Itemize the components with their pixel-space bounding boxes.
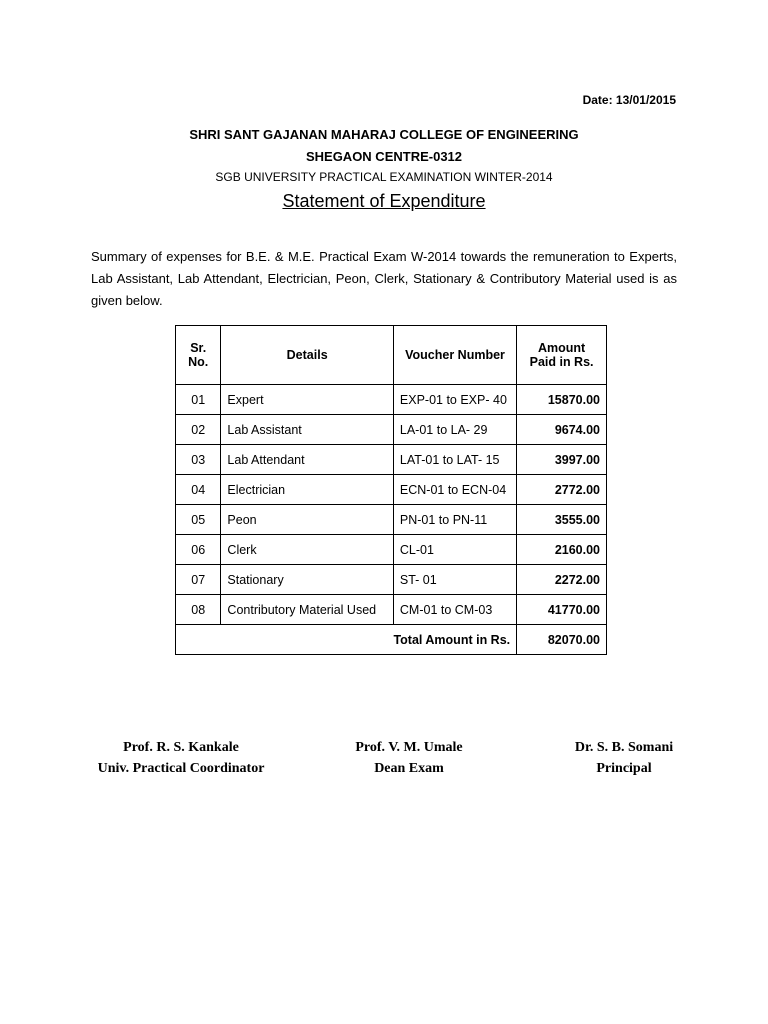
- row-amount: 2160.00: [517, 535, 607, 565]
- header-sr-no: Sr. No.: [176, 326, 221, 385]
- signatory-title: Univ. Practical Coordinator: [97, 761, 265, 776]
- row-details: Lab Attendant: [221, 445, 393, 475]
- row-details: Lab Assistant: [221, 415, 393, 445]
- header-amount-paid: Amount Paid in Rs.: [517, 326, 607, 385]
- row-voucher: ST- 01: [393, 565, 516, 595]
- row-sr: 06: [176, 535, 221, 565]
- centre-name: SHEGAON CENTRE-0312: [305, 149, 463, 164]
- summary-paragraph: Summary of expenses for B.E. & M.E. Practical Exam W-2014 towards the remuneration to Experts, Lab Assistant, Lab Attendant, Electrician, Peon, Clerk, Stationary & Contributory Material used is as given below.: [91, 249, 677, 308]
- signatory-title: Principal: [596, 761, 652, 776]
- row-sr: 08: [176, 595, 221, 625]
- row-amount: 2272.00: [517, 565, 607, 595]
- row-sr: 01: [176, 385, 221, 415]
- row-amount: 9674.00: [517, 415, 607, 445]
- row-voucher: LA-01 to LA- 29: [393, 415, 516, 445]
- table-row: [176, 505, 607, 535]
- row-sr: 04: [176, 475, 221, 505]
- row-details: Electrician: [221, 475, 393, 505]
- header-voucher-number: Voucher Number: [393, 326, 516, 385]
- row-voucher: CM-01 to CM-03: [393, 595, 516, 625]
- row-details: Contributory Material Used: [221, 595, 393, 625]
- table-row: [176, 385, 607, 415]
- signature-principal: [534, 737, 714, 779]
- row-voucher: CL-01: [393, 535, 516, 565]
- expenditure-table: [175, 325, 607, 655]
- row-sr: 03: [176, 445, 221, 475]
- row-details: Expert: [221, 385, 393, 415]
- total-amount: 82070.00: [517, 625, 607, 655]
- signature-practical-coordinator: [86, 737, 276, 779]
- row-voucher: ECN-01 to ECN-04: [393, 475, 516, 505]
- total-label: Total Amount in Rs.: [176, 625, 517, 655]
- row-voucher: PN-01 to PN-11: [393, 505, 516, 535]
- college-name: SHRI SANT GAJANAN MAHARAJ COLLEGE OF ENGINEERING: [189, 127, 579, 142]
- signatory-name: Prof. R. S. Kankale: [123, 740, 239, 755]
- row-details: Stationary: [221, 565, 393, 595]
- row-details: Peon: [221, 505, 393, 535]
- row-amount: 3997.00: [517, 445, 607, 475]
- row-amount: 2772.00: [517, 475, 607, 505]
- table-header-row: [176, 326, 607, 385]
- row-sr: 05: [176, 505, 221, 535]
- statement-title: Statement of Expenditure: [282, 191, 486, 211]
- header-details: Details: [221, 326, 393, 385]
- row-sr: 07: [176, 565, 221, 595]
- table-row: [176, 445, 607, 475]
- table-row: [176, 595, 607, 625]
- row-amount: 3555.00: [517, 505, 607, 535]
- row-details: Clerk: [221, 535, 393, 565]
- signatory-name: Prof. V. M. Umale: [355, 740, 463, 755]
- document-date: Date: 13/01/2015: [582, 93, 676, 107]
- signature-dean-exam: [316, 737, 502, 779]
- row-voucher: LAT-01 to LAT- 15: [393, 445, 516, 475]
- signatory-name: Dr. S. B. Somani: [574, 740, 674, 755]
- row-sr: 02: [176, 415, 221, 445]
- exam-title: SGB UNIVERSITY PRACTICAL EXAMINATION WINTER-2014: [215, 170, 553, 184]
- table-row: [176, 475, 607, 505]
- total-row: [176, 625, 607, 655]
- table-row: [176, 535, 607, 565]
- signatory-title: Dean Exam: [374, 761, 444, 776]
- row-voucher: EXP-01 to EXP- 40: [393, 385, 516, 415]
- table-row: [176, 415, 607, 445]
- row-amount: 15870.00: [517, 385, 607, 415]
- row-amount: 41770.00: [517, 595, 607, 625]
- table-row: [176, 565, 607, 595]
